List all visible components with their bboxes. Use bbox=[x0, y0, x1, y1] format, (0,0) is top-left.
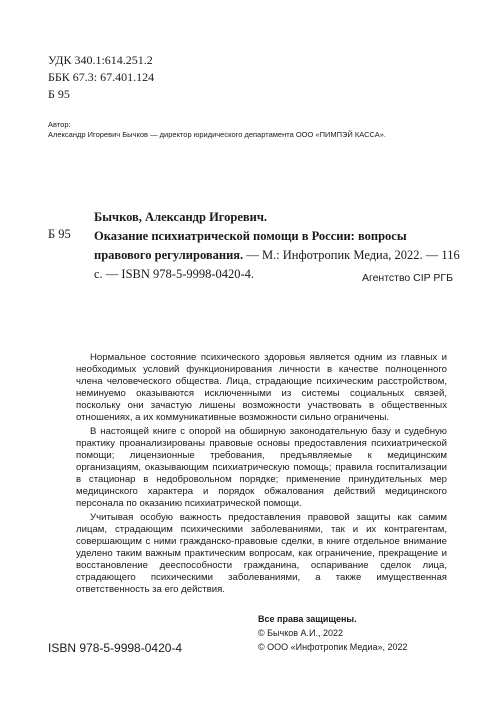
isbn: ISBN 978-5-9998-0420-4 bbox=[48, 641, 183, 655]
bbk-code: ББК 67.3: 67.401.124 bbox=[48, 70, 155, 84]
author-mark: Б 95 bbox=[48, 87, 70, 101]
copyright-author: © Бычков А.И., 2022 bbox=[258, 628, 344, 638]
annotation-paragraph: В настоящей книге с опорой на обширную законодательную базу и судебную практику проанализированы правовые основы предоставления психиатрической помощи; лицензионные требования, предъявляемые к медицинским организациям, оказывающим психиатрическую помощь; правила госпитализации в стационар в недобровольном порядке; применение принудительных мер медицинского характера и порядок обжалования действий медицинского персонала по оказанию психиатрической помощи. bbox=[76, 426, 447, 509]
author-label: Автор: bbox=[48, 120, 71, 129]
bib-author-mark: Б 95 bbox=[48, 227, 71, 241]
bib-author: Бычков, Александр Игоревич. bbox=[94, 210, 268, 224]
bib-imprint: — М.: Инфотропик Медиа, 2022. — 116 с. — ISBN 978-5-9998-0420-4. bbox=[94, 248, 460, 281]
copyright-block bbox=[258, 612, 407, 654]
copyright-publisher: © ООО «Инфотропик Медиа», 2022 bbox=[258, 642, 408, 652]
rights-title: Все права защищены. bbox=[258, 614, 357, 624]
bib-title: Оказание психиатрической помощи в России: вопросы правового регулирования. bbox=[94, 229, 407, 262]
udk-code: УДК 340.1:614.251.2 bbox=[48, 53, 153, 67]
annotation bbox=[76, 352, 447, 598]
author-description: Александр Игоревич Бычков — директор юридического департамента ООО «ПИМПЭЙ КАССА». bbox=[48, 130, 387, 139]
cip-agency: Агентство CIP РГБ bbox=[361, 272, 453, 284]
annotation-paragraph: Учитывая особую важность предоставления правовой защиты как самим лицам, страдающим психическими заболеваниями, так и их контрагентам, совершающим с ними гражданско-правовые сделки, в книге отдельное внимание уделено таким важным практическим вопросам, как ограничение, прекращение и восстановление дееспособности гражданина, оспаривание сделок лица, страдающего психическими заболеваниями, а также имущественная ответственность за его действия. bbox=[76, 512, 447, 595]
author-info bbox=[48, 120, 468, 140]
classification-block bbox=[48, 52, 154, 103]
annotation-paragraph: Нормальное состояние психического здоровья является одним из главных и необходимых условий функционирования личности в качестве полноценного члена человеческого общества. Лица, страдающие психическим расстройством, неминуемо оказываются исключенными из системы социальных связей, поскольку они зачастую лишены возможности участвовать в общественных отношениях, а их коммуникативные возможности сильно ограничены. bbox=[76, 352, 447, 423]
